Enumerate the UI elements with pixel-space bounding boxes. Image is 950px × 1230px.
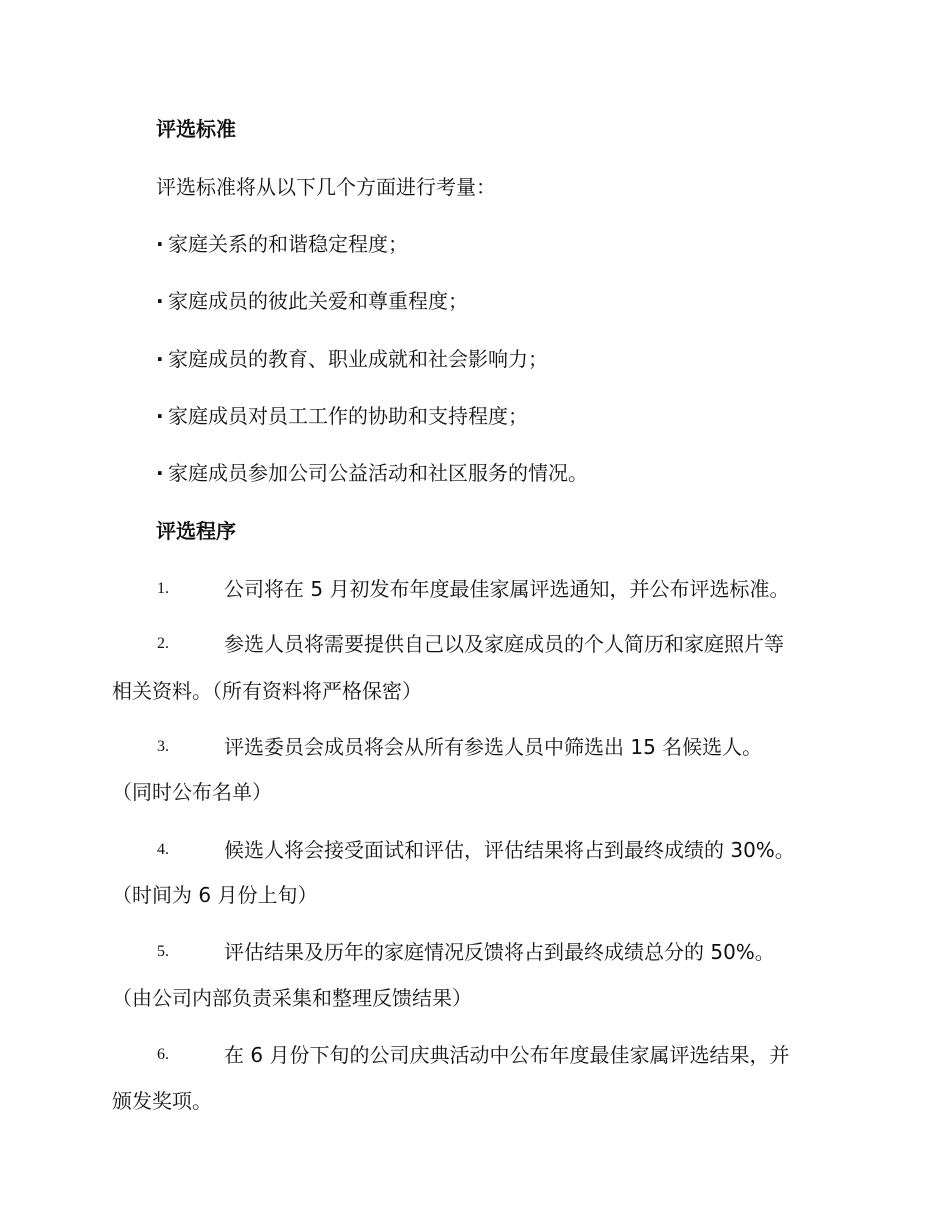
criteria-heading: 评选标准 bbox=[156, 117, 236, 141]
step-number: 2. bbox=[157, 635, 169, 652]
step-text: 评选委员会成员将会从所有参选人员中筛选出 15 名候选人。 bbox=[224, 735, 763, 759]
step-text-continued: 相关资料。（所有资料将严格保密） bbox=[112, 679, 422, 703]
step-text: 在 6 月份下旬的公司庆典活动中公布年度最佳家属评选结果，并 bbox=[224, 1043, 790, 1067]
criteria-item-text: 家庭成员参加公司公益活动和社区服务的情况。 bbox=[168, 461, 588, 485]
criteria-item bbox=[156, 461, 588, 485]
step-number: 6. bbox=[157, 1046, 169, 1063]
criteria-item-text: 家庭成员对员工工作的协助和支持程度； bbox=[168, 404, 528, 428]
criteria-item-text: 家庭成员的彼此关爱和尊重程度； bbox=[168, 289, 468, 313]
criteria-item bbox=[156, 347, 548, 371]
step-number: 4. bbox=[157, 841, 169, 858]
bullet-symbol: · bbox=[156, 347, 164, 371]
criteria-item bbox=[156, 404, 528, 428]
bullet-symbol: · bbox=[156, 404, 164, 428]
bullet-symbol: · bbox=[156, 232, 164, 256]
criteria-item-text: 家庭关系的和谐稳定程度； bbox=[168, 232, 408, 256]
bullet-symbol: · bbox=[156, 289, 164, 313]
step-number: 3. bbox=[157, 738, 169, 755]
step-text-continued: 颁发奖项。 bbox=[112, 1089, 212, 1113]
step-text: 候选人将会接受面试和评估，评估结果将占到最终成绩的 30%。 bbox=[224, 838, 795, 862]
step-text: 公司将在 5 月初发布年度最佳家属评选通知，并公布评选标准。 bbox=[224, 577, 790, 601]
criteria-intro: 评选标准将从以下几个方面进行考量： bbox=[156, 175, 496, 199]
criteria-item-text: 家庭成员的教育、职业成就和社会影响力； bbox=[168, 347, 548, 371]
step-text-continued: （同时公布名单） bbox=[112, 780, 272, 804]
bullet-symbol: · bbox=[156, 461, 164, 485]
criteria-item bbox=[156, 289, 468, 313]
step-text-continued: （时间为 6 月份上旬） bbox=[112, 883, 318, 907]
procedure-heading: 评选程序 bbox=[156, 519, 236, 543]
step-text-continued: （由公司内部负责采集和整理反馈结果） bbox=[112, 986, 472, 1010]
step-text: 评估结果及历年的家庭情况反馈将占到最终成绩总分的 50%。 bbox=[224, 940, 775, 964]
step-number: 5. bbox=[157, 943, 169, 960]
criteria-item bbox=[156, 232, 408, 256]
step-number: 1. bbox=[157, 580, 169, 597]
step-text: 参选人员将需要提供自己以及家庭成员的个人简历和家庭照片等 bbox=[224, 632, 784, 656]
